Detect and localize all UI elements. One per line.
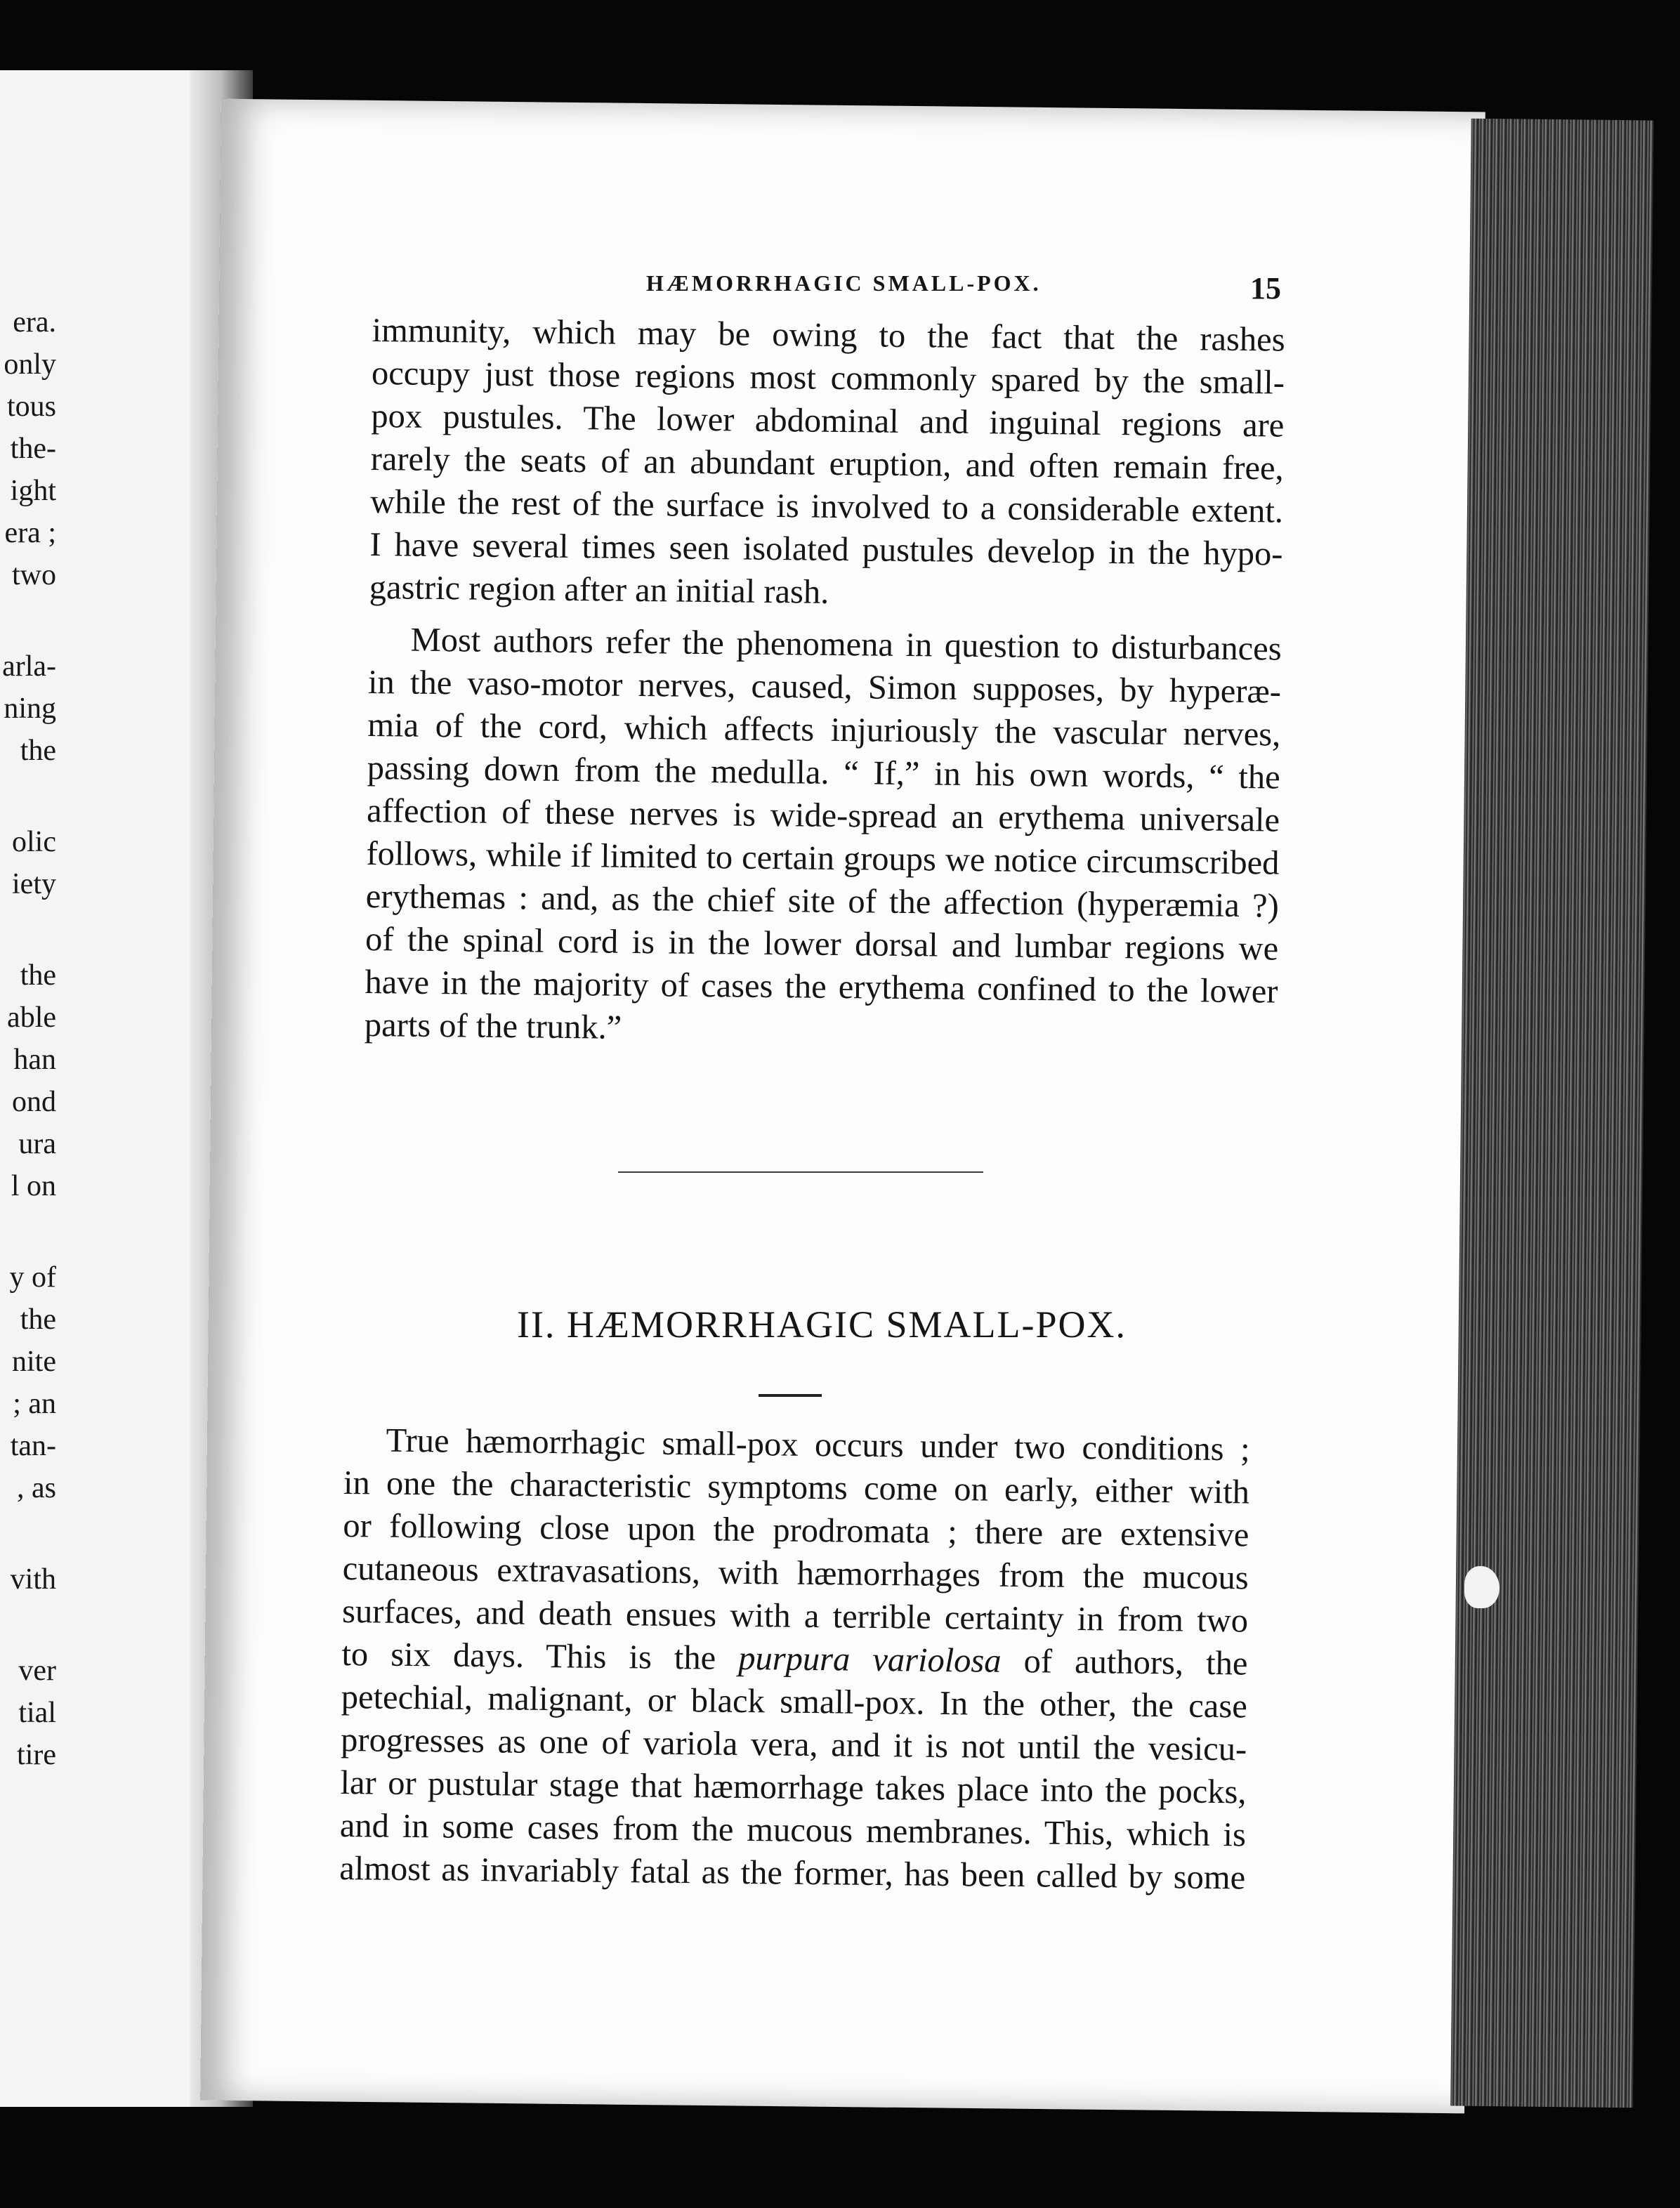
italic-term: purpura variolosa [738, 1639, 1002, 1680]
left-fragment: tire [17, 1739, 56, 1771]
left-fragment: the [20, 735, 56, 767]
left-fragment: ; an [13, 1388, 56, 1420]
text-line: and in some cases from the mucous membranes. This, which is [339, 1806, 1247, 1854]
left-fragment: the [20, 959, 56, 992]
text-line: lar or pustular stage that hæmorrhage takes place into the pocks, [340, 1763, 1247, 1811]
text-line: mia of the cord, which affects injuriously the vascular nerves, [367, 706, 1281, 754]
text-line: occupy just those regions most commonly spared by the small- [371, 354, 1285, 402]
text-line: passing down from the medulla. “ If,” in his own words, “ the [367, 749, 1280, 796]
text-line: of the spinal cord is in the lower dorsal and lumbar regions we [365, 920, 1279, 968]
text-line: or following close upon the prodromata ; there are extensive [343, 1506, 1249, 1554]
text-line: Most authors refer the phenomena in question to disturbances [410, 621, 1282, 668]
left-fragment: the- [10, 433, 56, 465]
text-line: progresses as one of variola vera, and it is not until the vesicu- [340, 1721, 1247, 1768]
paragraph-vaso-motor [365, 618, 1282, 1056]
text-line: petechial, malignant, or black small-pox. In the other, the case [341, 1678, 1248, 1726]
left-fragment: arla- [2, 650, 56, 683]
page-number: 15 [1250, 271, 1281, 305]
text-line: in one the characteristic symptoms come on early, either with [343, 1464, 1250, 1511]
text-line: immunity, which may be owing to the fact that the rashes [372, 311, 1285, 359]
left-fragment: y of [9, 1261, 56, 1294]
left-fragment: , as [17, 1472, 56, 1504]
text-line: surfaces, and death ensues with a terrible certainty in from two [341, 1592, 1249, 1640]
text-line: parts of the trunk.” [364, 1006, 622, 1046]
text-line: almost as invariably fatal as the former, has been called by some [339, 1849, 1246, 1897]
left-fragment: tous [6, 390, 56, 423]
left-fragment: ver [18, 1655, 56, 1687]
text-line: erythemas : and, as the chief site of the affection (hyperæmia ?) [365, 877, 1280, 925]
section-heading: II. HÆMORRHAGIC SMALL-POX. [516, 1303, 1127, 1346]
left-fragment: era. [13, 306, 56, 339]
page-fore-edge [1450, 119, 1654, 2108]
text-line: follows, while if limited to certain groups we notice circumscribed [366, 834, 1280, 882]
left-fragment: nite [12, 1346, 56, 1378]
section-divider-rule [618, 1171, 983, 1173]
text-run: of authors, the [1001, 1642, 1248, 1683]
paragraph-continuation [369, 309, 1285, 619]
text-line: affection of these nerves is wide-spread an erythema universale [366, 791, 1280, 839]
text-line: rarely the seats of an abundant eruption, and often remain free, [370, 440, 1284, 487]
left-fragment: able [7, 1001, 56, 1034]
text-line: gastric region after an initial rash. [369, 568, 829, 611]
running-head: HÆMORRHAGIC SMALL-POX. [646, 270, 1042, 296]
left-fragment: two [12, 559, 56, 591]
left-fragment: ight [10, 475, 56, 507]
left-fragment: ning [4, 692, 56, 725]
text-line: I have several times seen isolated pustules develop in the hypo- [369, 525, 1283, 573]
text-run: to six days. This is the [341, 1635, 739, 1677]
left-fragment: olic [12, 826, 56, 858]
paragraph-haemorrhagic [339, 1419, 1250, 1899]
left-fragment: era ; [4, 517, 56, 549]
left-fragment: iety [12, 868, 56, 900]
left-fragment: only [4, 348, 56, 381]
text-line: True hæmorrhagic small-pox occurs under two conditions ; [386, 1421, 1250, 1468]
heading-underline-rule [759, 1394, 822, 1397]
left-fragment: tial [18, 1697, 56, 1729]
left-fragment: l on [11, 1170, 56, 1202]
left-fragment: tan- [10, 1430, 56, 1462]
left-fragment: the [20, 1303, 56, 1336]
text-line: pox pustules. The lower abdominal and inguinal regions are [371, 397, 1285, 445]
paper-blemish [1464, 1566, 1499, 1608]
text-line: cutaneous extravasations, with hæmorrhages from the mucous [342, 1549, 1249, 1597]
text-line: have in the majority of cases the erythema confined to the lower [365, 963, 1278, 1011]
left-fragment: vith [10, 1563, 56, 1596]
text-line: in the vaso-motor nerves, caused, Simon supposes, by hyperæ- [367, 663, 1282, 711]
left-fragment: ura [18, 1128, 56, 1160]
left-fragment: han [13, 1044, 56, 1076]
text-line: while the rest of the surface is involved to a considerable extent. [369, 482, 1284, 530]
left-fragment: ond [12, 1086, 56, 1118]
